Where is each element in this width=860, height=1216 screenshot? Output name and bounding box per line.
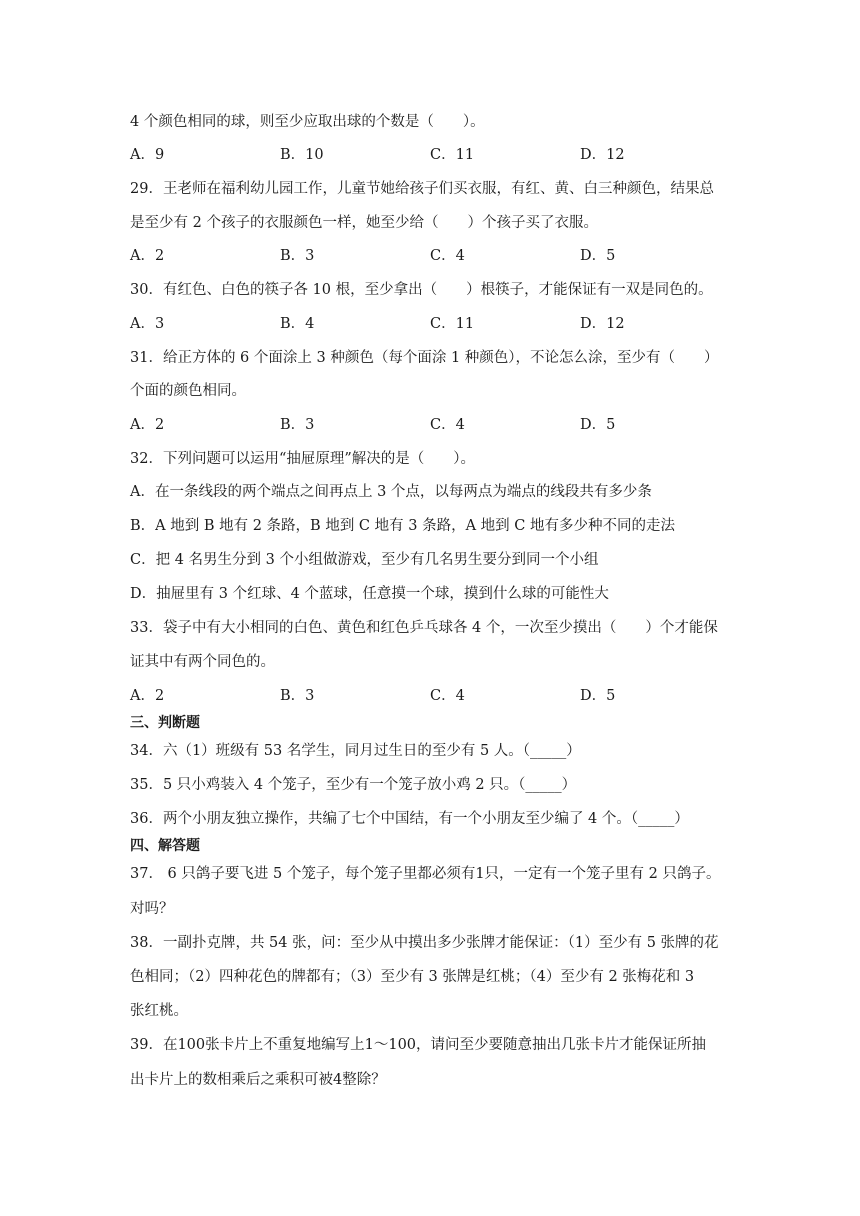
q29-line-1: 29．王老师在福利幼儿园工作，儿童节她给孩子们买衣服，有红、黄、白三种颜色，结果总 [130, 181, 714, 197]
q39-line-2: 出卡片上的数相乘后之乘积可被4整除？ [130, 1072, 386, 1088]
q30-option-a: A．3 [130, 316, 165, 332]
q38-line-1: 38．一副扑克牌，共 54 张，问：至少从中摸出多少张牌才能保证：（1）至少有 5 张牌的花 [130, 935, 719, 951]
q33-line-1: 33．袋子中有大小相同的白色、黄色和红色乒乓球各 4 个，一次至少摸出（ ）个才能保 [130, 620, 718, 636]
section-heading-judgment: 三、判断题 [130, 715, 200, 731]
q31-line-2: 个面的颜色相同。 [130, 383, 246, 399]
q37-line-2: 对吗？ [130, 901, 174, 917]
q38-line-2: 色相同；（2）四种花色的牌都有；（3）至少有 3 张牌是红桃；（4）至少有 2 张梅花和 3 [130, 969, 695, 985]
q28-option-c: C．11 [430, 147, 475, 163]
q29-option-a: A．2 [130, 248, 165, 264]
q30-option-d: D．12 [580, 316, 625, 332]
q30-line-1: 30．有红色、白色的筷子各 10 根，至少拿出（ ）根筷子，才能保证有一双是同色的。 [130, 282, 713, 298]
q28-option-b: B．10 [280, 147, 324, 163]
q28-option-d: D．12 [580, 147, 625, 163]
q31-option-b: B．3 [280, 417, 315, 433]
q35: 35．5 只小鸡装入 4 个笼子，至少有一个笼子放小鸡 2 只。（_____） [130, 777, 577, 793]
q37-line-1: 37． 6 只鸽子要飞进 5 个笼子，每个笼子里都必须有1只，一定有一个笼子里有 2 只鸽子。 [130, 866, 721, 882]
q33-option-a: A．2 [130, 688, 165, 704]
q30-option-c: C．11 [430, 316, 475, 332]
q31-option-d: D．5 [580, 417, 616, 433]
q29-option-c: C．4 [430, 248, 465, 264]
q32-option-b: B．A 地到 B 地有 2 条路，B 地到 C 地有 3 条路，A 地到 C 地有多少种不同的走法 [130, 518, 675, 534]
q32-option-a: A．在一条线段的两个端点之间再点上 3 个点，以每两点为端点的线段共有多少条 [130, 484, 652, 500]
q31-line-1: 31．给正方体的 6 个面涂上 3 种颜色（每个面涂 1 种颜色），不论怎么涂，至少有（ ） [130, 350, 719, 366]
q28-option-a: A．9 [130, 147, 165, 163]
q32-option-c: C．把 4 名男生分到 3 个小组做游戏，至少有几名男生要分到同一个小组 [130, 552, 599, 568]
q31-option-c: C．4 [430, 417, 465, 433]
q33-line-2: 证其中有两个同色的。 [130, 654, 275, 670]
q31-option-a: A．2 [130, 417, 165, 433]
q33-option-d: D．5 [580, 688, 616, 704]
q33-option-c: C．4 [430, 688, 465, 704]
q38-line-3: 张红桃。 [130, 1003, 188, 1019]
q28-continuation: 4 个颜色相同的球，则至少应取出球的个数是（ ）。 [130, 114, 485, 130]
q32-option-d: D．抽屉里有 3 个红球、4 个蓝球，任意摸一个球，摸到什么球的可能性大 [130, 586, 609, 602]
q36: 36．两个小朋友独立操作，共编了七个中国结，有一个小朋友至少编了 4 个。（_____） [130, 811, 689, 827]
q39-line-1: 39．在100张卡片上不重复地编写上1～100，请问至少要随意抽出几张卡片才能保证所抽 [130, 1037, 707, 1053]
q29-option-b: B．3 [280, 248, 315, 264]
q32-line-1: 32．下列问题可以运用“抽屉原理”解决的是（ ）。 [130, 451, 476, 467]
q29-line-2: 是至少有 2 个孩子的衣服颜色一样，她至少给（ ）个孩子买了衣服。 [130, 215, 598, 231]
q33-option-b: B．3 [280, 688, 315, 704]
q30-option-b: B．4 [280, 316, 315, 332]
section-heading-answer: 四、解答题 [130, 838, 200, 854]
q29-option-d: D．5 [580, 248, 616, 264]
q34: 34．六（1）班级有 53 名学生，同月过生日的至少有 5 人。（_____） [130, 743, 581, 759]
